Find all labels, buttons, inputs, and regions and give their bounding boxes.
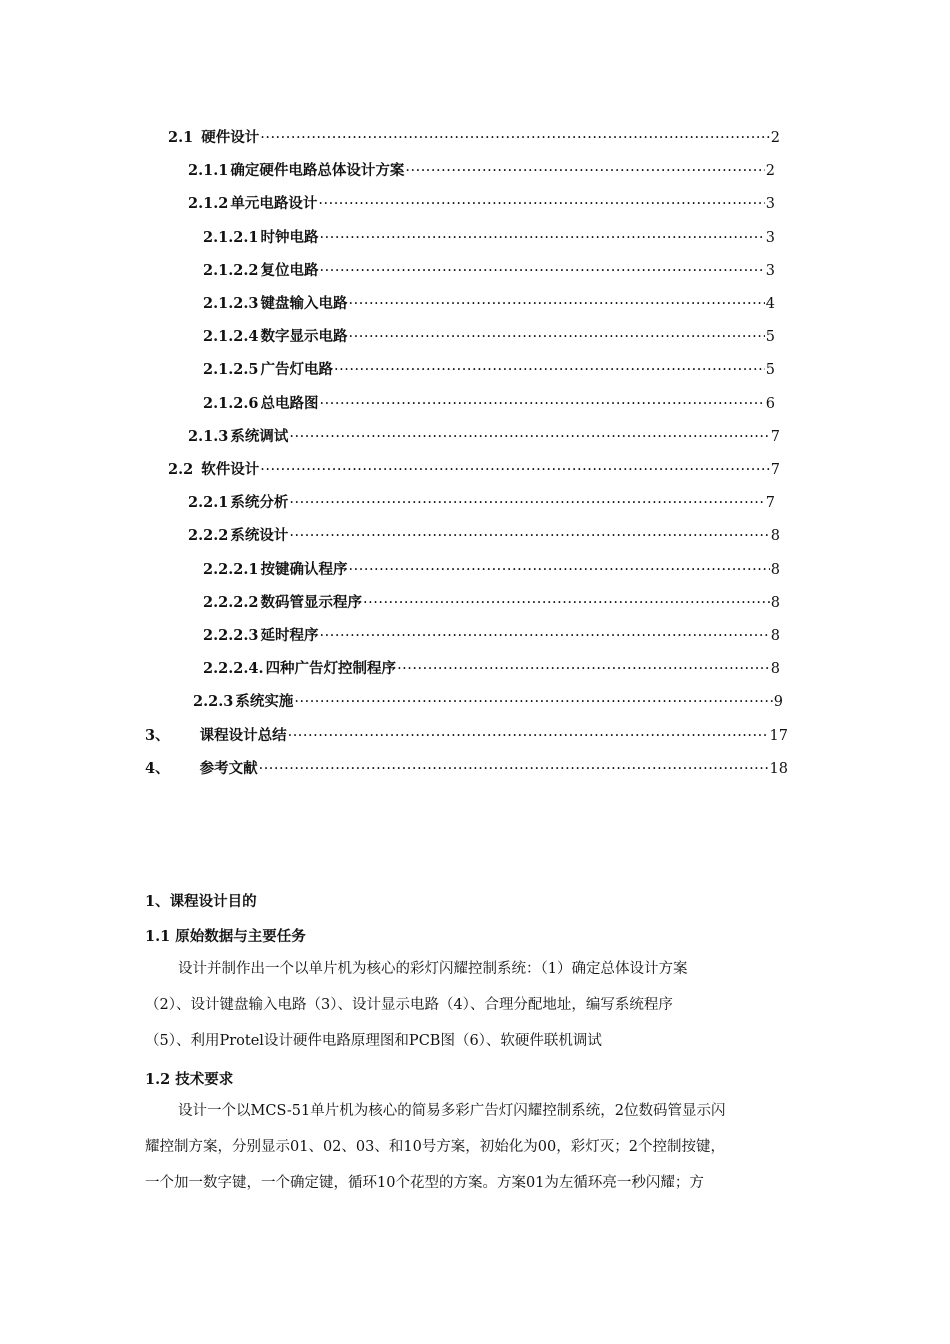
paragraph-technical-requirements xyxy=(145,1093,810,1201)
toc-leader-dots xyxy=(363,595,770,611)
toc-entry-number: 2.2.2.1 xyxy=(203,560,259,578)
paragraph-line: （2）、设计键盘输入电路（3）、设计显示电路（4）、合理分配地址，编写系统程序 xyxy=(145,997,673,1013)
toc-entry-page: 7 xyxy=(765,495,775,512)
toc-entry-number: 3、 xyxy=(145,726,170,744)
subsection-heading-1-1: 1.1 原始数据与主要任务 xyxy=(145,928,306,945)
toc-entry-page: 8 xyxy=(770,628,780,644)
toc-entry[interactable] xyxy=(203,558,780,582)
toc-entry[interactable] xyxy=(188,425,780,449)
toc-entry[interactable] xyxy=(145,724,788,748)
toc-leader-dots xyxy=(349,562,770,578)
toc-entry-number: 2.1 xyxy=(168,129,194,146)
paragraph-line: （5）、利用Protel设计硬件电路原理图和PCB图（6）、软硬件联机调试 xyxy=(145,1033,602,1049)
toc-entry-number: 2.2.3 xyxy=(193,693,234,711)
toc-leader-dots xyxy=(320,230,765,246)
toc-entry-page: 8 xyxy=(770,561,780,578)
toc-leader-dots xyxy=(349,329,765,345)
toc-entry-number: 2.1.2.6 xyxy=(203,394,259,412)
paragraph-line: 设计并制作出一个以单片机为核心的彩灯闪耀控制系统：（1）确定总体设计方案 xyxy=(178,961,688,977)
toc-entry-title: 延时程序 xyxy=(260,627,319,644)
toc-entry[interactable] xyxy=(193,690,783,714)
toc-entry-page: 4 xyxy=(765,296,775,312)
paragraph-line: 一个加一数字键，一个确定键，循环10个花型的方案。方案01为左循环亮一秒闪耀；方 xyxy=(145,1175,704,1191)
toc-entry-number: 2.1.2.1 xyxy=(203,228,259,246)
toc-entry[interactable] xyxy=(203,259,775,283)
toc-entry-title: 软件设计 xyxy=(201,461,260,478)
toc-entry[interactable] xyxy=(188,524,780,548)
toc-entry-page: 5 xyxy=(765,329,775,346)
toc-entry-title: 总电路图 xyxy=(260,394,319,412)
toc-entry-title: 课程设计总结 xyxy=(199,726,287,744)
toc-entry-number: 2.1.2.2 xyxy=(203,261,259,279)
toc-entry-title: 时钟电路 xyxy=(260,228,319,246)
toc-entry-page: 2 xyxy=(765,163,775,180)
toc-leader-dots xyxy=(259,761,769,777)
toc-entry-number: 2.2 xyxy=(168,461,194,478)
toc-entry-number: 2.1.2 xyxy=(188,195,229,213)
toc-entry-page: 7 xyxy=(770,462,780,478)
toc-entry-number: 2.1.2.3 xyxy=(203,295,259,312)
toc-leader-dots xyxy=(397,661,770,677)
toc-entry-page: 8 xyxy=(770,528,780,545)
toc-entry-title: 系统调试 xyxy=(230,427,289,445)
toc-entry-number: 4、 xyxy=(145,759,170,777)
toc-entry[interactable] xyxy=(203,358,775,382)
toc-entry-page: 9 xyxy=(773,694,783,711)
toc-entry-title: 系统分析 xyxy=(230,494,289,512)
subsection-heading-1-2: 1.2 技术要求 xyxy=(145,1071,234,1088)
toc-leader-dots xyxy=(294,694,772,710)
toc-entry-number: 2.1.2.5 xyxy=(203,361,259,379)
toc-entry-number: 2.2.2 xyxy=(188,527,229,545)
toc-entry-page: 3 xyxy=(765,262,775,279)
toc-leader-dots xyxy=(405,163,764,179)
toc-entry[interactable] xyxy=(203,591,780,615)
toc-leader-dots xyxy=(288,728,769,744)
toc-leader-dots xyxy=(349,296,765,312)
toc-entry-page: 8 xyxy=(770,594,780,611)
toc-entry-title: 广告灯电路 xyxy=(260,361,334,379)
toc-entry[interactable] xyxy=(203,392,775,416)
toc-entry-title: 硬件设计 xyxy=(201,129,260,146)
toc-entry-title: 数字显示电路 xyxy=(260,328,348,346)
toc-entry[interactable] xyxy=(168,126,780,150)
toc-entry[interactable] xyxy=(188,491,775,515)
toc-entry-page: 8 xyxy=(770,661,780,678)
toc-entry-title: 按键确认程序 xyxy=(260,560,348,578)
toc-entry[interactable] xyxy=(188,192,775,216)
toc-entry-page: 5 xyxy=(765,362,775,379)
toc-entry-number: 2.2.1 xyxy=(188,494,229,512)
toc-entry[interactable] xyxy=(188,159,775,183)
toc-leader-dots xyxy=(320,628,770,644)
toc-entry-title: 复位电路 xyxy=(260,261,319,279)
toc-entry-page: 7 xyxy=(770,428,780,445)
toc-leader-dots xyxy=(260,130,770,146)
toc-entry[interactable] xyxy=(203,657,780,681)
toc-entry-title: 确定硬件电路总体设计方案 xyxy=(230,162,405,180)
toc-entry[interactable] xyxy=(203,226,775,250)
toc-entry-title: 数码管显示程序 xyxy=(260,593,363,611)
toc-entry-page: 17 xyxy=(769,727,788,744)
toc-entry[interactable] xyxy=(145,757,788,781)
toc-leader-dots xyxy=(334,362,765,378)
toc-leader-dots xyxy=(289,528,769,544)
toc-entry-page: 2 xyxy=(770,130,780,146)
toc-entry-title: 单元电路设计 xyxy=(230,195,318,213)
paragraph-original-data xyxy=(145,951,810,1059)
toc-entry[interactable] xyxy=(203,624,780,648)
paragraph-line: 耀控制方案，分别显示01、02、03、和10号方案，初始化为00，彩灯灭；2个控制按键， xyxy=(145,1139,725,1155)
toc-entry-title: 系统设计 xyxy=(230,527,289,545)
toc-entry-number: 2.1.3 xyxy=(188,427,229,445)
toc-leader-dots xyxy=(289,495,764,511)
toc-entry-number: 2.1.1 xyxy=(188,162,229,180)
toc-entry-title: 参考文献 xyxy=(199,759,258,777)
toc-entry-number: 2.1.2.4 xyxy=(203,328,259,346)
toc-entry-number: 2.2.2.2 xyxy=(203,593,259,611)
toc-leader-dots xyxy=(289,429,769,445)
toc-entry[interactable] xyxy=(168,458,780,482)
toc-leader-dots xyxy=(320,263,765,279)
section-heading: 1、课程设计目的 xyxy=(145,893,257,910)
toc-leader-dots xyxy=(260,462,770,478)
toc-leader-dots xyxy=(320,396,765,412)
toc-entry-page: 3 xyxy=(765,229,775,246)
toc-entry-page: 3 xyxy=(765,196,775,213)
toc-entry-number: 2.2.2.3 xyxy=(203,627,259,644)
toc-entry-title: 系统实施 xyxy=(235,693,294,711)
toc-entry[interactable] xyxy=(203,292,775,316)
toc-entry[interactable] xyxy=(203,325,775,349)
toc-entry-title: 四种广告灯控制程序 xyxy=(265,660,397,678)
toc-leader-dots xyxy=(318,196,764,212)
toc-entry-number: 2.2.2.4. xyxy=(203,660,264,678)
toc-entry-title: 键盘输入电路 xyxy=(260,295,348,312)
toc-entry-page: 6 xyxy=(765,395,775,412)
paragraph-line: 设计一个以MCS-51单片机为核心的简易多彩广告灯闪耀控制系统，2位数码管显示闪 xyxy=(178,1103,726,1119)
toc-entry-page: 18 xyxy=(769,760,788,777)
